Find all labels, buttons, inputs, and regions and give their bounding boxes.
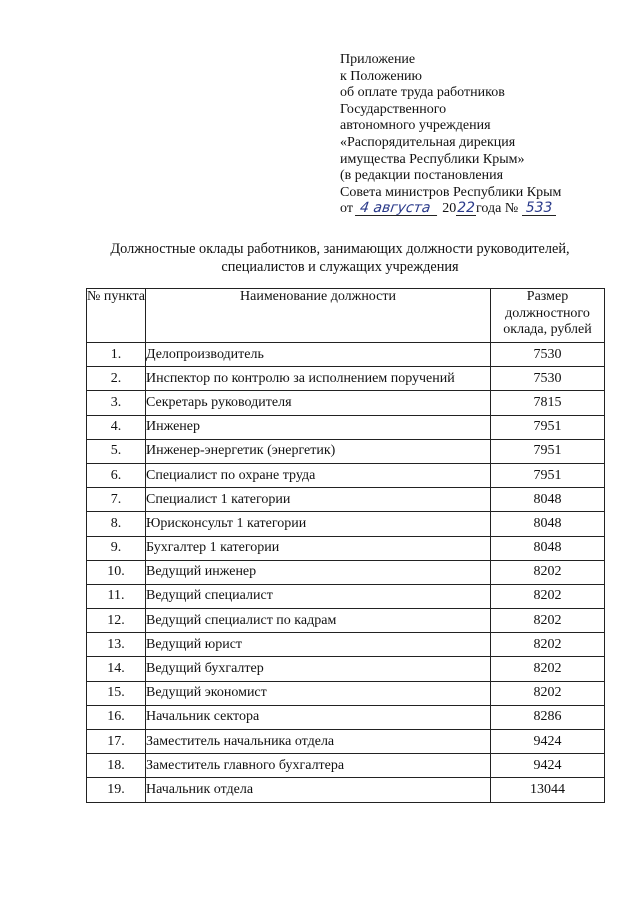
table-row [87,488,605,512]
row-position: Бухгалтер 1 категории [146,536,491,560]
table-row [87,391,605,415]
row-num: 14. [87,657,146,681]
appendix-line: автономного учреждения [340,118,491,134]
row-num: 6. [87,463,146,487]
document-title [60,240,620,276]
header-salary: Размер должностного оклада, рублей [491,289,605,343]
row-position: Инспектор по контролю за исполнением поручений [146,367,491,391]
row-salary: 8202 [491,681,605,705]
title-line-2: специалистов и служащих учреждения [221,259,459,275]
handwritten-year: 22 [457,200,476,217]
appendix-line: «Распорядительная дирекция [340,134,516,150]
row-salary: 7530 [491,343,605,367]
table-header-row [87,289,605,343]
row-num: 8. [87,512,146,536]
row-position: Заместитель главного бухгалтера [146,754,491,778]
handwritten-number: 533 [522,201,557,216]
salary-table [86,288,605,803]
table-row [87,730,605,754]
table-row [87,560,605,584]
row-num: 15. [87,681,146,705]
table-row [87,343,605,367]
decree-prefix: от [340,201,353,217]
row-salary: 7951 [491,439,605,463]
row-position: Ведущий бухгалтер [146,657,491,681]
table-row [87,584,605,608]
row-num: 5. [87,439,146,463]
table-row [87,367,605,391]
appendix-line: (в редакции постановления [340,168,504,184]
row-num: 1. [87,343,146,367]
appendix-line: имущества Республики Крым» [340,151,525,167]
row-salary: 7530 [491,367,605,391]
decree-year-suffix: года № [476,201,519,217]
row-salary: 8202 [491,560,605,584]
title-line-1: Должностные оклады работников, занимающих должности руководителей, [110,241,570,257]
row-salary: 7951 [491,415,605,439]
table-row [87,463,605,487]
row-salary: 7815 [491,391,605,415]
row-salary: 7951 [491,463,605,487]
row-position: Специалист 1 категории [146,488,491,512]
row-position: Ведущий специалист по кадрам [146,609,491,633]
table-row [87,415,605,439]
table-row [87,633,605,657]
row-num: 13. [87,633,146,657]
row-num: 16. [87,705,146,729]
table-row [87,439,605,463]
row-position: Начальник отдела [146,778,491,802]
header-name: Наименование должности [146,289,491,343]
row-num: 10. [87,560,146,584]
row-salary: 8202 [491,657,605,681]
row-position: Начальник сектора [146,705,491,729]
table-row [87,512,605,536]
row-position: Юрисконсульт 1 категории [146,512,491,536]
table-row [87,609,605,633]
row-salary: 8048 [491,512,605,536]
row-num: 18. [87,754,146,778]
appendix-line: Государственного [340,101,447,117]
row-num: 2. [87,367,146,391]
row-num: 3. [87,391,146,415]
row-num: 4. [87,415,146,439]
table-row [87,778,605,802]
table-row [87,705,605,729]
appendix-line: к Положению [340,68,423,84]
row-position: Ведущий специалист [146,584,491,608]
row-salary: 8202 [491,609,605,633]
table-row [87,657,605,681]
row-position: Ведущий инженер [146,560,491,584]
row-position: Секретарь руководителя [146,391,491,415]
row-num: 12. [87,609,146,633]
row-num: 19. [87,778,146,802]
row-salary: 13044 [491,778,605,802]
appendix-line: об оплате труда работников [340,85,505,101]
row-salary: 8286 [491,705,605,729]
handwritten-date: 4 августа [355,201,439,216]
row-salary: 8048 [491,488,605,512]
appendix-line: Приложение [340,52,416,67]
decree-year-prefix: 20 [442,201,457,217]
row-salary: 8202 [491,633,605,657]
row-num: 7. [87,488,146,512]
table-row [87,754,605,778]
row-num: 17. [87,730,146,754]
table-row [87,536,605,560]
decree-line [340,201,620,218]
row-position: Инженер-энергетик (энергетик) [146,439,491,463]
row-position: Заместитель начальника отдела [146,730,491,754]
row-salary: 9424 [491,754,605,778]
row-num: 11. [87,584,146,608]
row-position: Делопроизводитель [146,343,491,367]
appendix-header [340,52,620,218]
table-row [87,681,605,705]
row-num: 9. [87,536,146,560]
row-salary: 8048 [491,536,605,560]
header-num: № пункта [87,289,146,343]
row-salary: 9424 [491,730,605,754]
row-position: Специалист по охране труда [146,463,491,487]
row-position: Ведущий юрист [146,633,491,657]
row-position: Ведущий экономист [146,681,491,705]
row-salary: 8202 [491,584,605,608]
appendix-line: Совета министров Республики Крым [340,184,562,200]
row-position: Инженер [146,415,491,439]
